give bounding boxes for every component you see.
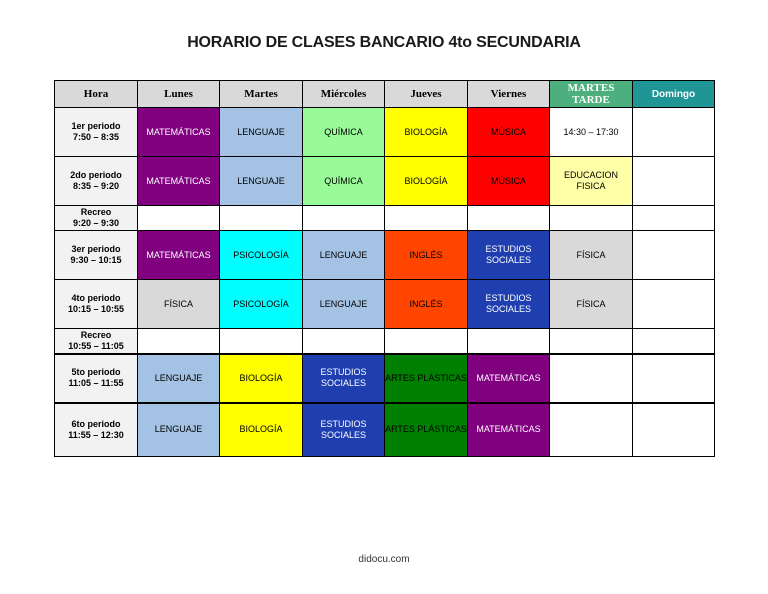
subject-cell: FÍSICA [550,231,633,280]
subject-cell: ESTUDIOS SOCIALES [303,354,385,403]
empty-cell [385,329,468,354]
empty-cell [633,157,715,206]
empty-cell [550,403,633,457]
empty-cell [550,329,633,354]
subject-cell: LENGUAJE [220,157,303,206]
subject-cell: MATEMÁTICAS [138,157,220,206]
empty-cell [138,206,220,231]
schedule-table [54,80,715,457]
footer-watermark[interactable]: didocu.com [358,554,410,565]
subject-cell: MATEMÁTICAS [138,231,220,280]
subject-cell: MATEMÁTICAS [468,403,550,457]
empty-cell [633,206,715,231]
empty-cell [468,329,550,354]
subject-cell: BIOLOGÍA [385,108,468,157]
subject-cell: BIOLOGÍA [385,157,468,206]
empty-cell [633,231,715,280]
empty-cell [220,329,303,354]
subject-cell: LENGUAJE [303,231,385,280]
subject-cell: INGLÉS [385,280,468,329]
table-row [55,157,715,206]
subject-cell: FÍSICA [138,280,220,329]
hour-cell: 3er periodo 9:30 – 10:15 [55,231,138,280]
empty-cell [303,329,385,354]
hour-cell: 4to periodo 10:15 – 10:55 [55,280,138,329]
subject-cell: FÍSICA [550,280,633,329]
subject-cell: LENGUAJE [138,354,220,403]
hour-cell: 1er periodo 7:50 – 8:35 [55,108,138,157]
time-cell: 14:30 – 17:30 [550,108,633,157]
subject-cell: INGLÉS [385,231,468,280]
empty-cell [550,354,633,403]
header-martes: Martes [220,81,303,108]
subject-cell: LENGUAJE [138,403,220,457]
subject-cell: MATEMÁTICAS [468,354,550,403]
empty-cell [550,206,633,231]
header-lunes: Lunes [138,81,220,108]
subject-cell: LENGUAJE [303,280,385,329]
subject-cell: MATEMÁTICAS [138,108,220,157]
subject-cell: ESTUDIOS SOCIALES [468,231,550,280]
empty-cell [633,329,715,354]
empty-cell [138,329,220,354]
table-row [55,403,715,457]
empty-cell [468,206,550,231]
table-row-recreo [55,329,715,354]
page-title: HORARIO DE CLASES BANCARIO 4to SECUNDARIA [187,34,581,51]
header-domingo: Domingo [633,81,715,108]
table-row [55,108,715,157]
header-hora: Hora [55,81,138,108]
subject-cell: MÚSICA [468,108,550,157]
hour-cell: 5to periodo 11:05 – 11:55 [55,354,138,403]
subject-cell: BIOLOGÍA [220,354,303,403]
subject-cell: ARTES PLÁSTICAS [385,354,468,403]
subject-cell: MÚSICA [468,157,550,206]
header-miercoles: Miércoles [303,81,385,108]
empty-cell [633,108,715,157]
hour-cell: 6to periodo 11:55 – 12:30 [55,403,138,457]
empty-cell [633,280,715,329]
header-jueves: Jueves [385,81,468,108]
hour-cell: Recreo 10:55 – 11:05 [55,329,138,354]
subject-cell: ESTUDIOS SOCIALES [303,403,385,457]
subject-cell: PSICOLOGÍA [220,231,303,280]
header-viernes: Viernes [468,81,550,108]
subject-cell: BIOLOGÍA [220,403,303,457]
empty-cell [633,403,715,457]
subject-cell: QUÍMICA [303,157,385,206]
table-row [55,231,715,280]
header-martes-tarde: MARTES TARDE [550,81,633,108]
subject-cell: PSICOLOGÍA [220,280,303,329]
header-row [55,81,715,108]
subject-cell: LENGUAJE [220,108,303,157]
subject-cell: ARTES PLÁSTICAS [385,403,468,457]
empty-cell [385,206,468,231]
table-row-recreo [55,206,715,231]
subject-cell: QUÍMICA [303,108,385,157]
empty-cell [633,354,715,403]
hour-cell: Recreo 9:20 – 9:30 [55,206,138,231]
table-row [55,354,715,403]
empty-cell [220,206,303,231]
subject-cell: ESTUDIOS SOCIALES [468,280,550,329]
table-row [55,280,715,329]
empty-cell [303,206,385,231]
hour-cell: 2do periodo 8:35 – 9:20 [55,157,138,206]
subject-cell: EDUCACION FISICA [550,157,633,206]
